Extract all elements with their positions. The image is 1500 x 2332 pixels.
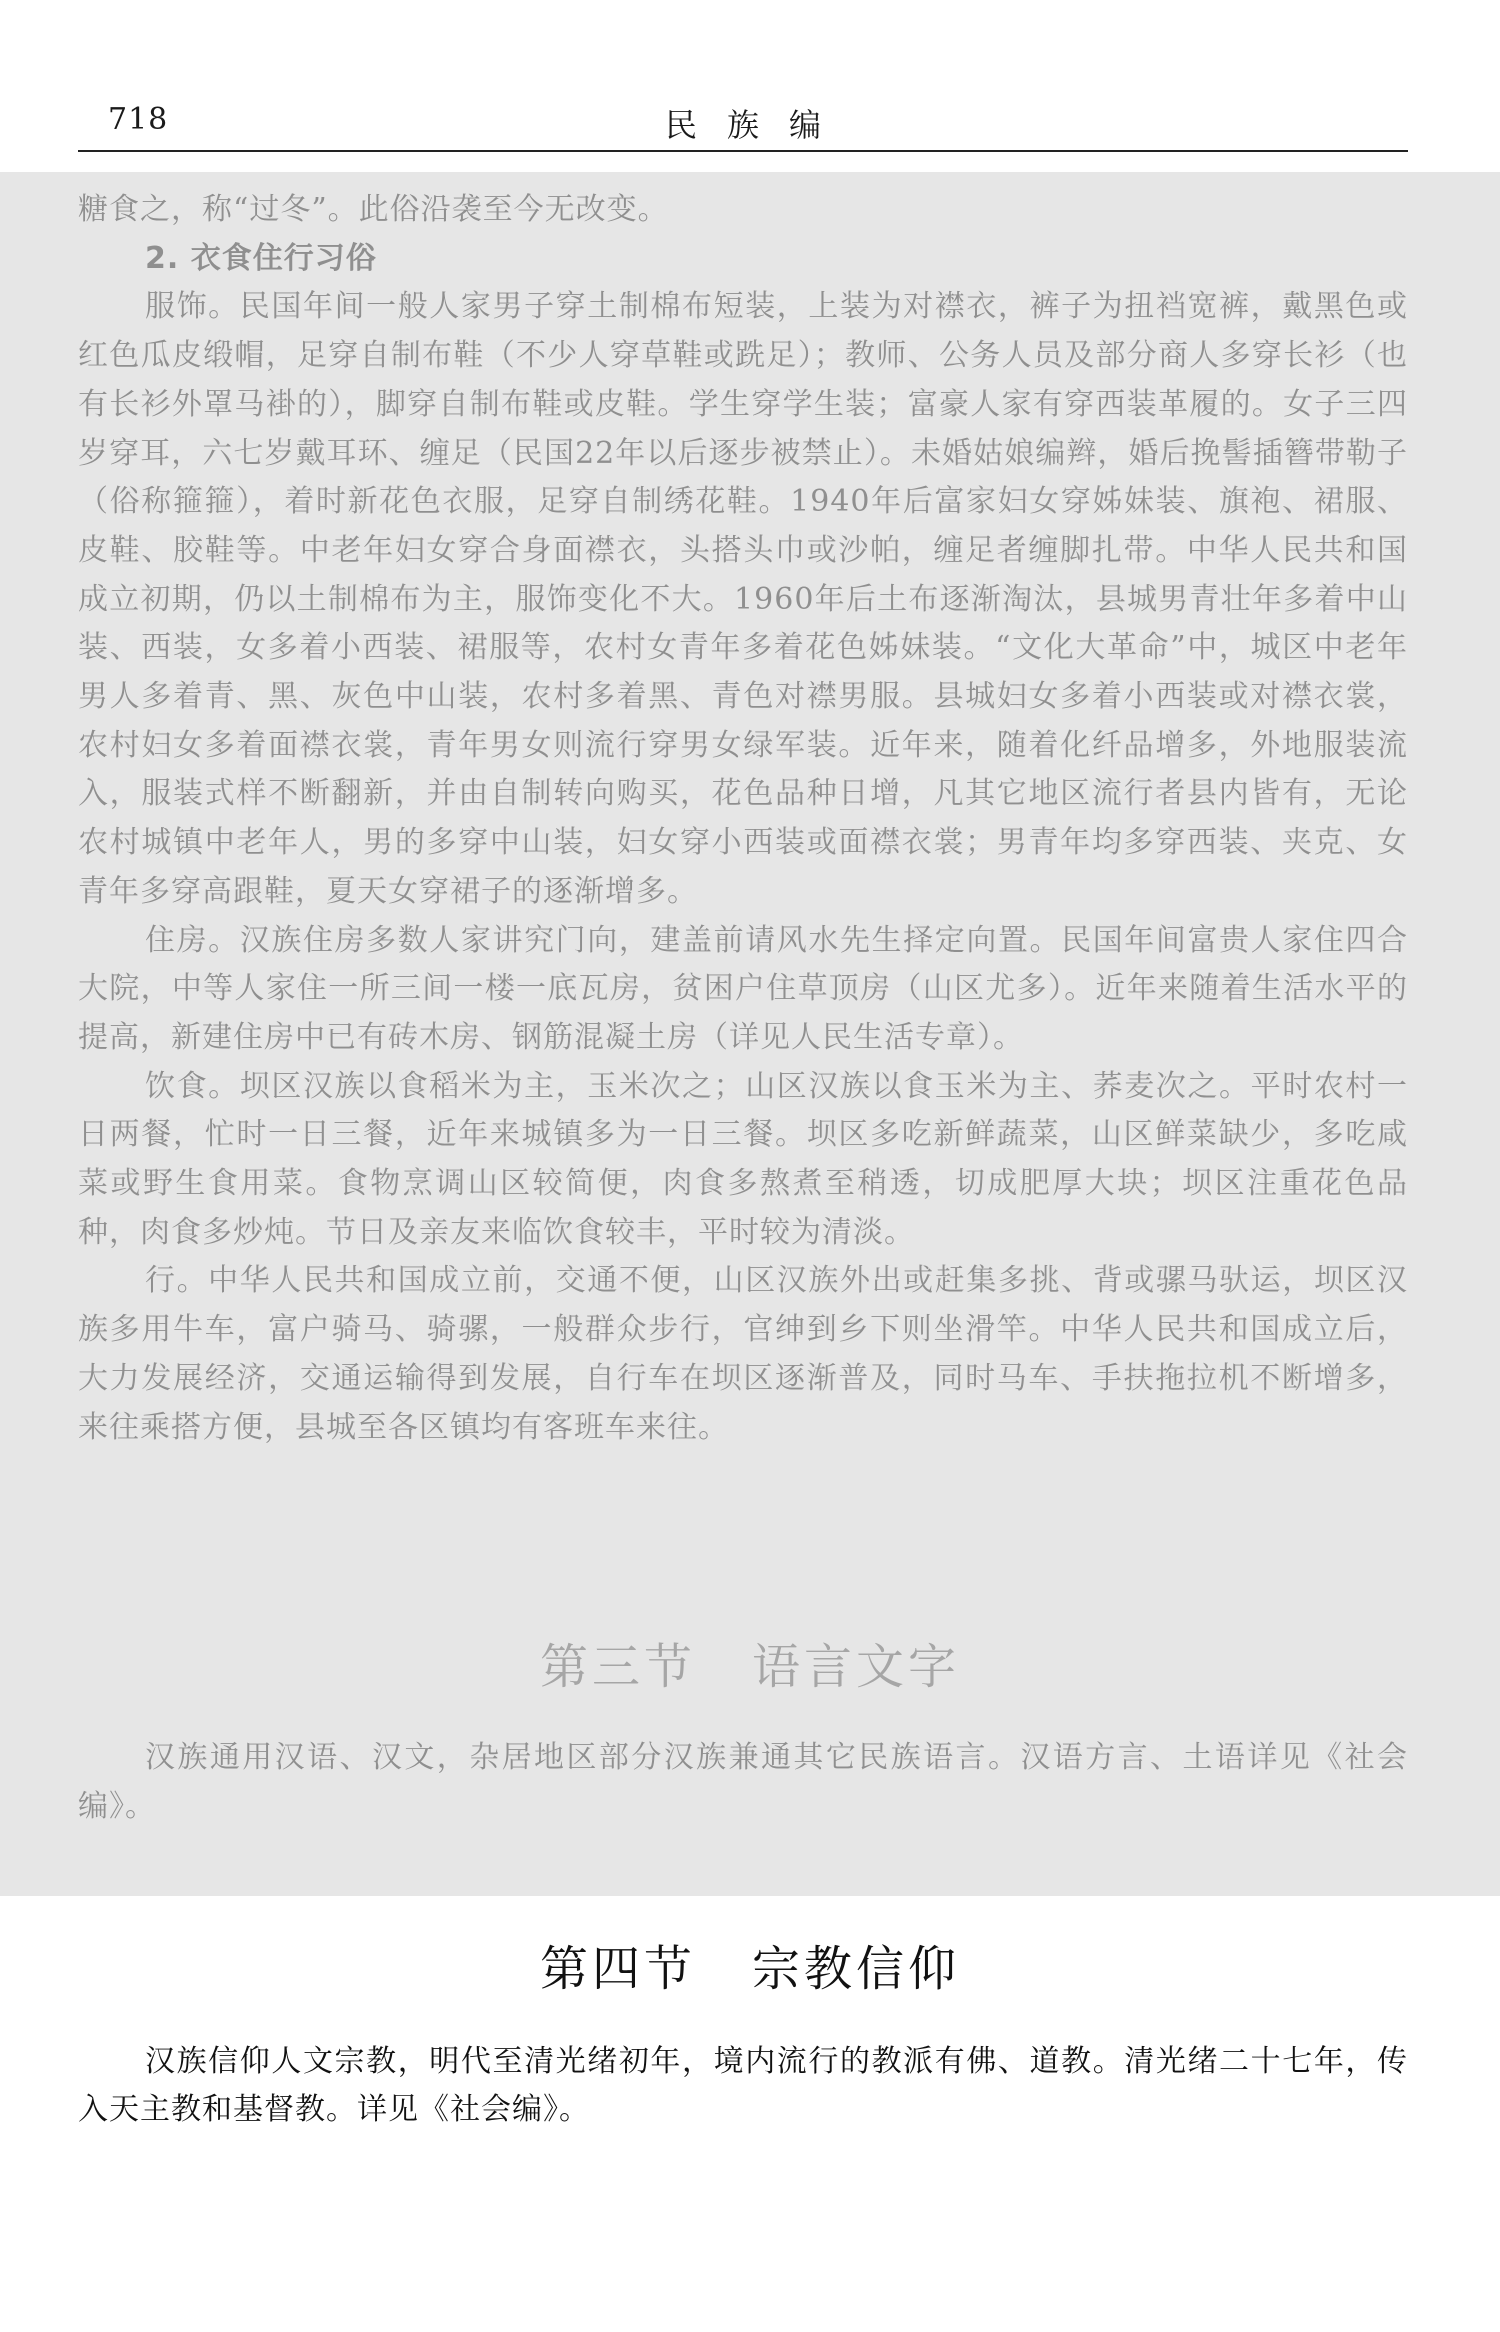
paragraph-clothing: 服饰。民国年间一般人家男子穿土制棉布短装，上装为对襟衣，裤子为扭裆宽裤，戴黑色或红色瓜皮缎帽，足穿自制布鞋（不少人穿草鞋或跣足）；教师、公务人员及部分商人多穿长衫（也有长衫外罩马褂的），脚穿自制布鞋或皮鞋。学生穿学生装；富豪人家有穿西装革履的。女子三四岁穿耳，六七岁戴耳环、缠足（民国22年以后逐步被禁止）。未婚姑娘编辫，婚后挽髻插簪带勒子（俗称箍箍），着时新花色衣服，足穿自制绣花鞋。1940年后富家妇女穿姊妹装、旗袍、裙服、皮鞋、胶鞋等。中老年妇女穿合身面襟衣，头搭头巾或沙帕，缠足者缠脚扎带。中华人民共和国成立初期，仍以土制棉布为主，服饰变化不大。1960年后土布逐渐淘汰，县城男青壮年多着中山装、西装，女多着小西装、裙服等，农村女青年多着花色姊妹装。“文化大革命”中，城区中老年男人多着青、黑、灰色中山装，农村多着黑、青色对襟男服。县城妇女多着小西装或对襟衣裳，农村妇女多着面襟衣裳，青年男女则流行穿男女绿军装。近年来，随着化纤品增多，外地服装流入，服装式样不断翻新，并由自制转向购买，花色品种日增，凡其它地区流行者县内皆有，无论农村城镇中老年人，男的多穿中山装，妇女穿小西装或面襟衣裳；男青年均多穿西装、夹克、女青年多穿高跟鞋，夏天女穿裙子的逐渐增多。 bbox=[78, 289, 1408, 909]
section-3-heading bbox=[0, 1628, 1500, 1697]
running-title: 民族编 bbox=[664, 106, 851, 144]
paragraph-food: 饮食。坝区汉族以食稻米为主，玉米次之；山区汉族以食玉米为主、荞麦次之。平时农村一日两餐，忙时一日三餐，近年来城镇多为一日三餐。坝区多吃新鲜蔬菜，山区鲜菜缺少，多吃咸菜或野生食用菜。食物烹调山区较简便，肉食多熬煮至稍透，切成肥厚大块；坝区注重花色品种，肉食多炒炖。节日及亲友来临饮食较丰，平时较为清淡。 bbox=[78, 1068, 1408, 1250]
section-4-number: 第四节 bbox=[539, 1941, 696, 1997]
paragraph-transport: 行。中华人民共和国成立前，交通不便，山区汉族外出或赶集多挑、背或骡马驮运，坝区汉族多用牛车，富户骑马、骑骡，一般群众步行，官绅到乡下则坐滑竿。中华人民共和国成立后，大力发展经济，交通运输得到发展，自行车在坝区逐渐普及，同时马车、手扶拖拉机不断增多，来往乘搭方便，县城至各区镇均有客班车来往。 bbox=[78, 1263, 1408, 1445]
section-3-body-block bbox=[78, 1734, 1408, 1831]
continuation-paragraph: 糖食之，称“过冬”。此俗沿袭至今无改变。 bbox=[78, 192, 669, 227]
page-header bbox=[78, 98, 1408, 148]
section-4-body-block bbox=[78, 2038, 1408, 2134]
paragraph-housing: 住房。汉族住房多数人家讲究门向，建盖前请风水先生择定向置。民国年间富贵人家住四合大院，中等人家住一所三间一楼一底瓦房，贫困户住草顶房（山区尤多）。近年来随着生活水平的提高，新建住房中已有砖木房、钢筋混凝土房（详见人民生活专章）。 bbox=[78, 922, 1408, 1055]
faded-text-block bbox=[78, 186, 1408, 1452]
section-3-body: 汉族通用汉语、汉文，杂居地区部分汉族兼通其它民族语言。汉语方言、土语详见《社会编》。 bbox=[78, 1740, 1408, 1824]
section-4-title: 宗教信仰 bbox=[752, 1941, 961, 1997]
section-3-title: 语言文字 bbox=[752, 1639, 961, 1695]
section-4-body: 汉族信仰人文宗教，明代至清光绪初年，境内流行的教派有佛、道教。清光绪二十七年，传入天主教和基督教。详见《社会编》。 bbox=[78, 2044, 1408, 2127]
subsection-heading: 2. 衣食住行习俗 bbox=[145, 240, 377, 276]
section-3-number: 第三节 bbox=[539, 1639, 696, 1695]
page-number: 718 bbox=[108, 102, 169, 137]
section-4-heading bbox=[0, 1930, 1500, 1999]
header-rule bbox=[78, 150, 1408, 152]
